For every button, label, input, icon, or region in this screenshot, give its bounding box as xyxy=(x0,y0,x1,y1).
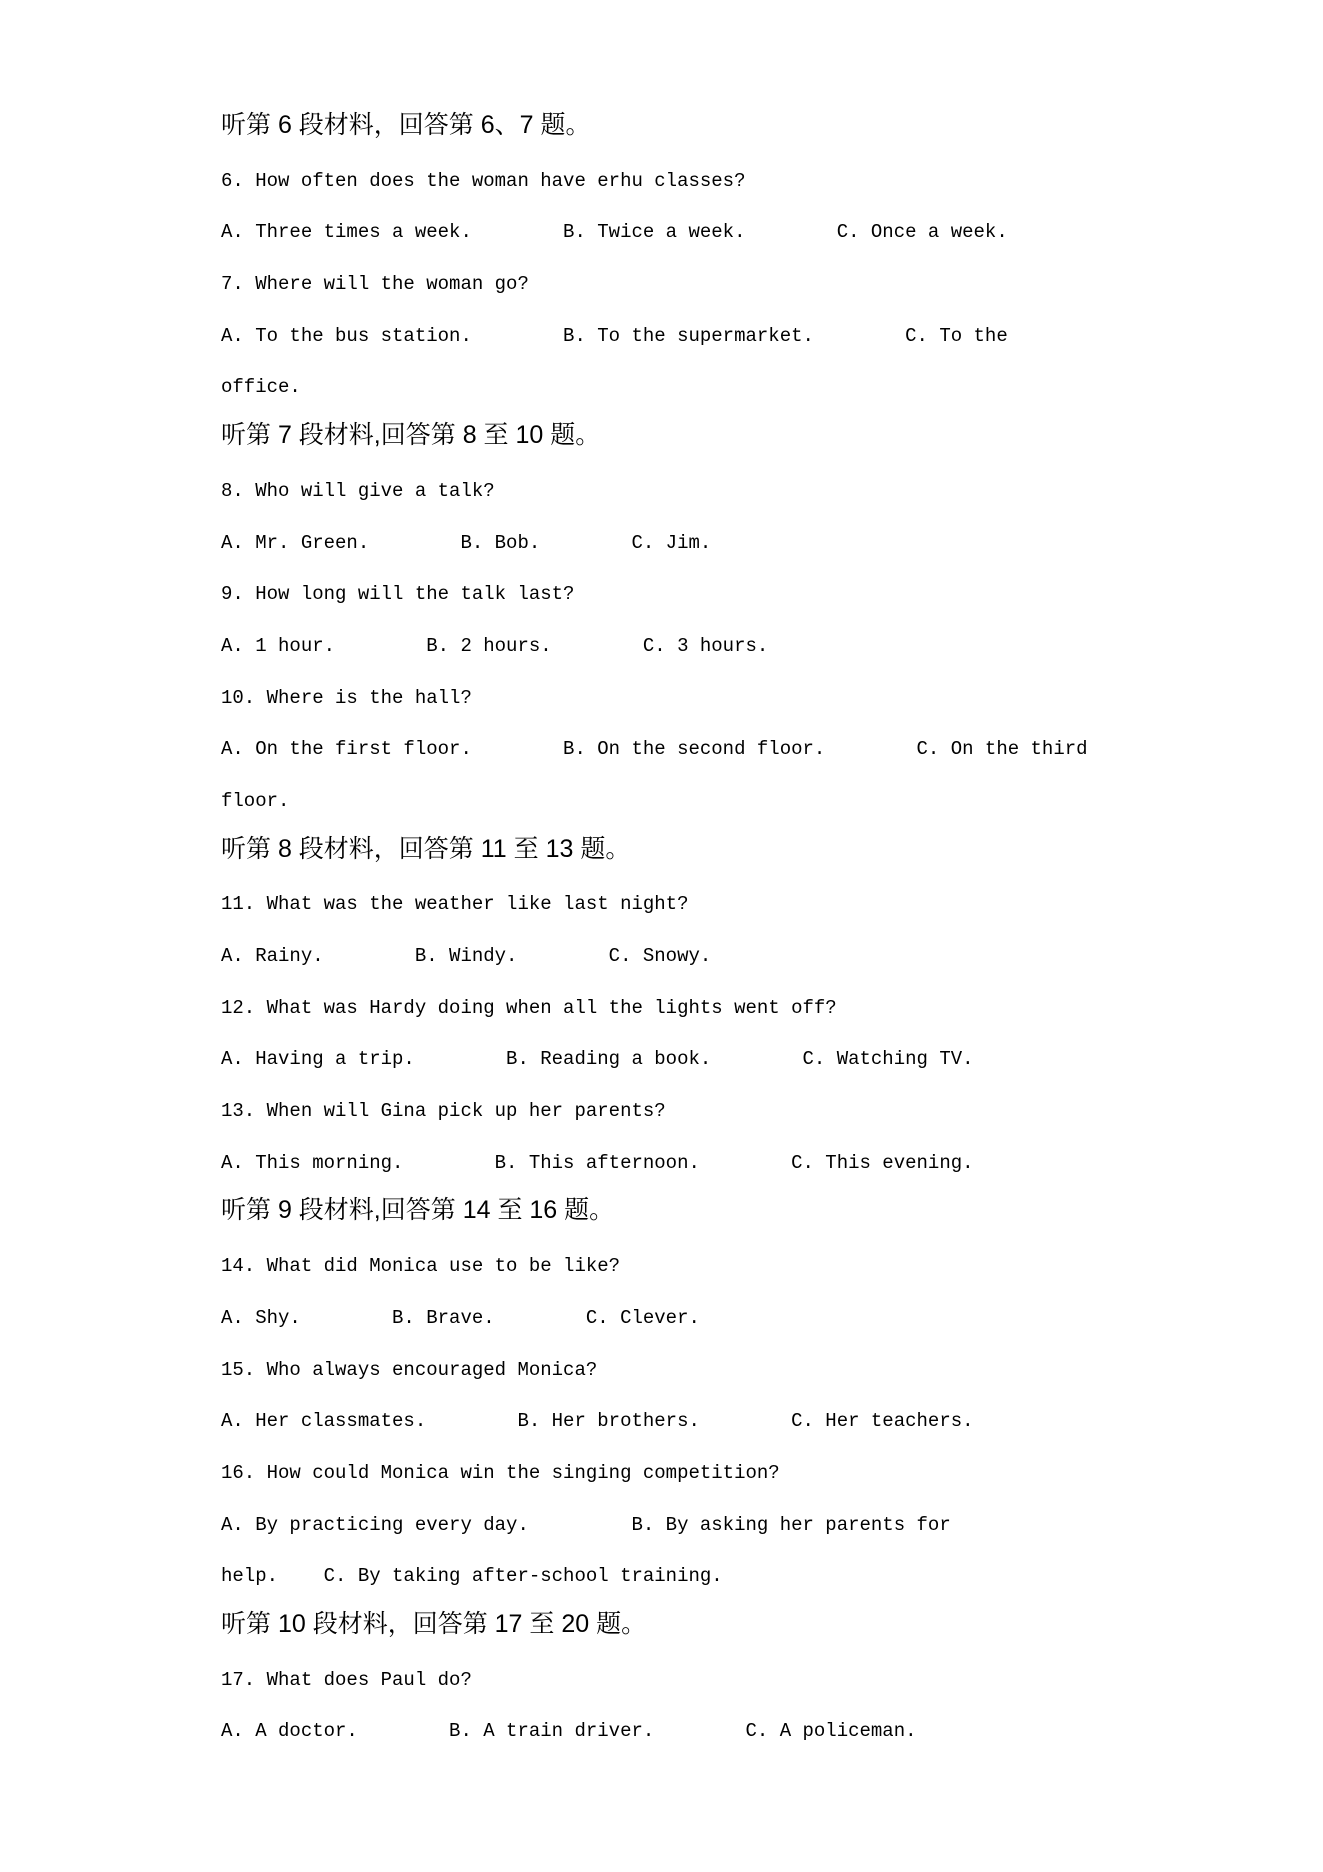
options-10: A. On the first floor. B. On the second floor. C. On the third xyxy=(221,738,1088,761)
question-12: 12. What was Hardy doing when all the lights went off? xyxy=(221,996,837,1019)
options-16: A. By practicing every day. B. By asking her parents for xyxy=(221,1513,951,1536)
section-header-10: 听第 10 段材料，回答第 17 至 20 题。 xyxy=(221,1609,647,1638)
question-16: 16. How could Monica win the singing competition? xyxy=(221,1461,780,1484)
options-9: A. 1 hour. B. 2 hours. C. 3 hours. xyxy=(221,634,769,657)
options-16-continued: help. C. By taking after-school training. xyxy=(221,1565,723,1588)
question-6: 6. How often does the woman have erhu classes? xyxy=(221,169,746,192)
question-13: 13. When will Gina pick up her parents? xyxy=(221,1100,666,1123)
question-7: 7. Where will the woman go? xyxy=(221,273,529,296)
options-7-continued: office. xyxy=(221,376,301,399)
question-8: 8. Who will give a talk? xyxy=(221,479,495,502)
options-8: A. Mr. Green. B. Bob. C. Jim. xyxy=(221,531,712,554)
question-9: 9. How long will the talk last? xyxy=(221,583,575,606)
question-17: 17. What does Paul do? xyxy=(221,1668,472,1691)
options-17: A. A doctor. B. A train driver. C. A policeman. xyxy=(221,1720,917,1743)
section-header-7: 听第 7 段材料,回答第 8 至 10 题。 xyxy=(221,421,601,450)
options-14: A. Shy. B. Brave. C. Clever. xyxy=(221,1306,700,1329)
options-12: A. Having a trip. B. Reading a book. C. Watching TV. xyxy=(221,1048,974,1071)
options-11: A. Rainy. B. Windy. C. Snowy. xyxy=(221,945,712,967)
section-header-8: 听第 8 段材料，回答第 11 至 13 题。 xyxy=(221,834,631,863)
options-13: A. This morning. B. This afternoon. C. This evening. xyxy=(221,1151,974,1174)
section-header-9: 听第 9 段材料,回答第 14 至 16 题。 xyxy=(221,1196,615,1225)
exam-text-block xyxy=(221,111,1283,1771)
options-7: A. To the bus station. B. To the supermarket. C. To the xyxy=(221,324,1008,347)
question-10: 10. Where is the hall? xyxy=(221,686,472,709)
question-14: 14. What did Monica use to be like? xyxy=(221,1255,621,1278)
question-15: 15. Who always encouraged Monica? xyxy=(221,1358,598,1381)
options-15: A. Her classmates. B. Her brothers. C. Her teachers. xyxy=(221,1410,974,1433)
section-header-6: 听第 6 段材料，回答第 6、7 题。 xyxy=(221,111,591,139)
question-11: 11. What was the weather like last night? xyxy=(221,893,689,916)
options-6: A. Three times a week. B. Twice a week. C. Once a week. xyxy=(221,221,1008,244)
options-10-continued: floor. xyxy=(221,789,290,812)
